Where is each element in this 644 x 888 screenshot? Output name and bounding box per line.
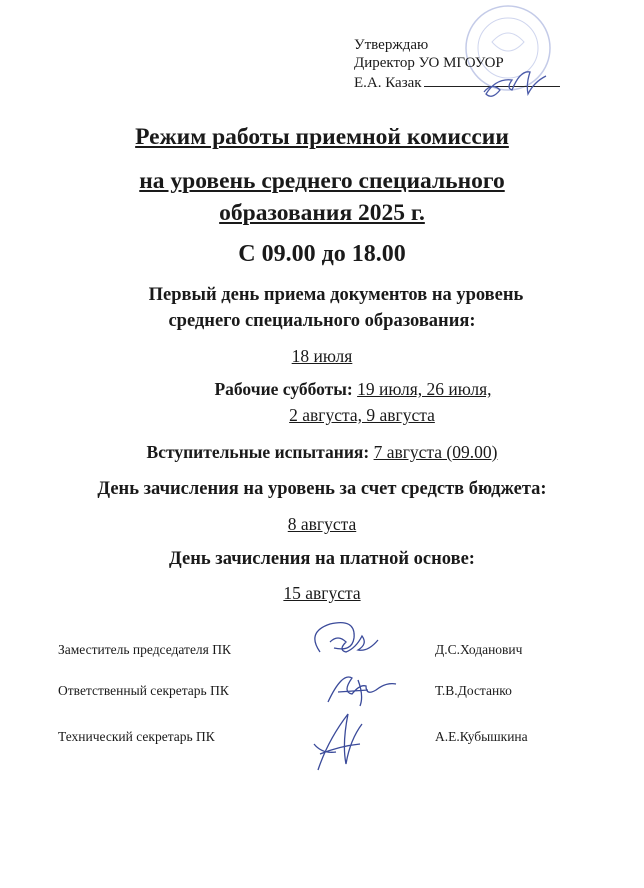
first-day-label-2: среднего специального образования: — [168, 311, 476, 331]
exams-date: 7 августа (09.00) — [373, 442, 498, 462]
saturdays-label: Рабочие субботы: — [214, 379, 353, 399]
signatory-name: А.Е.Кубышкина — [435, 729, 528, 744]
signatory-name: Т.В.Достанко — [435, 683, 512, 698]
paid-enroll-label: День зачисления на платной основе: — [169, 549, 475, 569]
director-name: Е.А. Казак — [354, 75, 422, 91]
title-line-2: на уровень среднего специального — [139, 168, 505, 194]
signatory-role: Технический секретарь ПК — [58, 729, 215, 744]
first-day-date: 18 июля — [291, 346, 353, 366]
first-day-label-1: Первый день приема документов на уровень — [148, 285, 524, 305]
saturdays-dates-1: 19 июля, 26 июля, — [357, 379, 492, 399]
signature-3 — [300, 704, 380, 778]
title-line-1: Режим работы приемной комиссии — [135, 124, 509, 150]
saturdays-row — [0, 378, 644, 400]
budget-enroll-date: 8 августа — [287, 514, 357, 534]
signatory-role: Заместитель председателя ПК — [58, 642, 232, 657]
exams-row — [0, 441, 644, 463]
saturdays-dates-2: 2 августа, 9 августа — [289, 405, 435, 425]
approval-line-2: Директор УО МГОУОР — [354, 55, 504, 71]
title-line-3: образования 2025 г. — [219, 200, 425, 226]
budget-enroll-label: День зачисления на уровень за счет средств бюджета: — [97, 479, 547, 499]
signatory-name: Д.С.Ходанович — [435, 642, 523, 657]
exams-label: Вступительные испытания: — [146, 442, 370, 462]
working-hours: С 09.00 до 18.00 — [238, 241, 406, 267]
signatory-role: Ответственный секретарь ПК — [58, 683, 229, 698]
paid-enroll-date: 15 августа — [283, 583, 361, 603]
director-signature — [478, 66, 558, 106]
approval-line-1: Утверждаю — [354, 37, 429, 53]
